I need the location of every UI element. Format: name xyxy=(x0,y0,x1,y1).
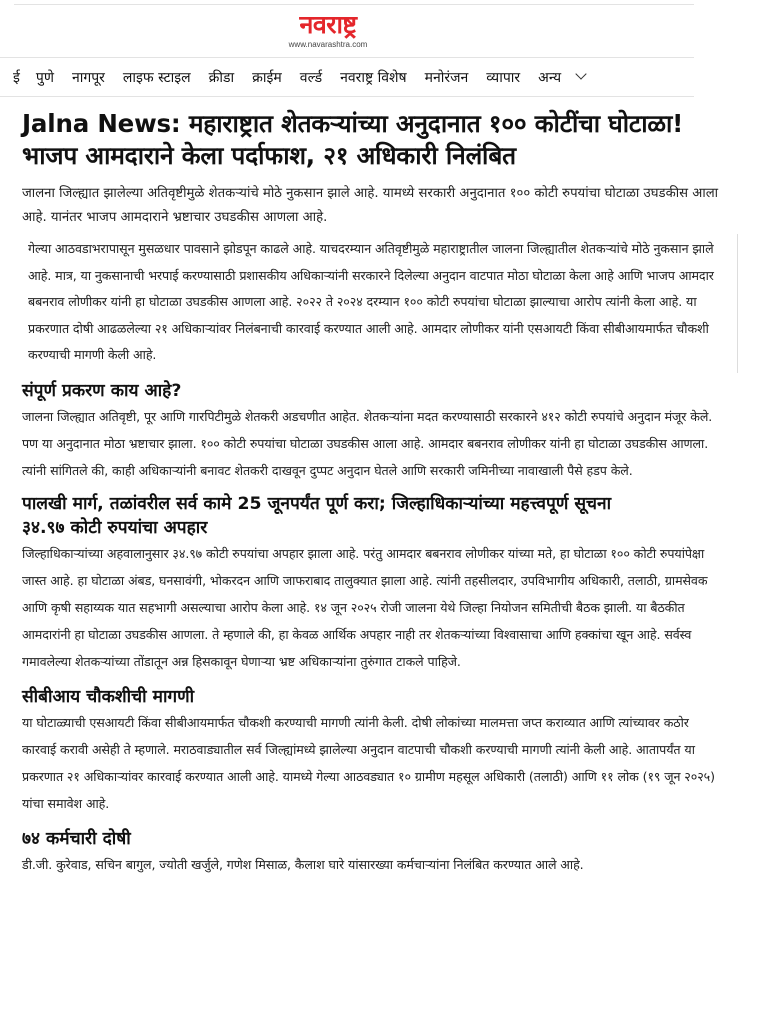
nav-item-pune[interactable]: पुणे xyxy=(35,69,54,86)
nav-item-entertainment[interactable]: मनोरंजन xyxy=(424,69,469,86)
nav-item-world[interactable]: वर्ल्ड xyxy=(299,69,323,86)
article-lead: जालना जिल्ह्यात झालेल्या अतिवृष्टीमुळे शेतकऱ्यांचे मोठे नुकसान झाले आहे. यामध्ये सरकारी अनुदानात १०० कोटी रुपयांचा घोटाळा उघडकीस आला आहे. यानंतर भाजप आमदाराने भ्रष्टाचार उघडकीस आणला आहे. xyxy=(22,186,719,225)
section-heading: ३४.९७ कोटी रुपयांचा अपहार xyxy=(22,517,208,538)
nav-item-crime[interactable]: क्राईम xyxy=(252,69,282,86)
site-logo[interactable] xyxy=(278,10,378,50)
article-title: Jalna News: महाराष्ट्रात शेतकऱ्यांच्या अनुदानात १०० कोटींचा घोटाळा! भाजप आमदाराने केला पर्दाफाश, २१ अधिकारी निलंबित xyxy=(22,109,684,170)
nav-item-lifestyle[interactable]: लाइफ स्टाइल xyxy=(122,69,191,86)
header-divider xyxy=(14,4,694,5)
chevron-down-icon[interactable] xyxy=(575,68,586,79)
nav-item-sports[interactable]: क्रीडा xyxy=(208,69,235,86)
related-article-link[interactable]: पालखी मार्ग, तळांवरील सर्व कामे 25 जूनपर्यंत पूर्ण करा; जिल्हाधिकाऱ्यांच्या महत्त्वपूर्ण सूचना xyxy=(22,493,612,514)
article-intro: गेल्या आठवडाभरापासून मुसळधार पावसाने झोडपून काढले आहे. याचदरम्यान अतिवृष्टीमुळे महाराष्ट्रातील जालना जिल्ह्यातील शेतकऱ्यांचे मोठे नुकसान झाले आहे. मात्र, या नुकसानाची भरपाई करण्यासाठी प्रशासकीय अधिकाऱ्यांनी सरकारने दिलेल्या अनुदान वाटपात मोठा घोटाळा केला आहे आणि भाजप आमदार बबनराव लोणीकर यांनी हा घोटाळा उघडकीस आणला आहे. २०२२ ते २०२४ दरम्यान १०० कोटी रुपयांचा घोटाळा झाल्याचा आरोप त्यांनी केला आहे. या प्रकरणात दोषी आढळलेल्या २१ अधिकाऱ्यांवर निलंबनाची कारवाई करण्यात आली आहे. आमदार लोणीकर यांनी एसआयटी किंवा सीबीआयमार्फत चौकशी करण्याची मागणी केली आहे. xyxy=(28,241,714,362)
main-nav xyxy=(0,57,694,97)
logo-url: www.navarashtra.com xyxy=(288,40,368,49)
section-heading: ७४ कर्मचारी दोषी xyxy=(22,828,131,849)
logo-wordmark: नवराष्ट्र xyxy=(299,10,357,39)
nav-item-other[interactable]: अन्य xyxy=(538,69,562,86)
section-body: जालना जिल्ह्यात अतिवृष्टी, पूर आणि गारपिटीमुळे शेतकरी अडचणीत आहेत. शेतकऱ्यांना मदत करण्यासाठी सरकारने ४१२ कोटी रुपयांचे अनुदान मंजूर केले. पण या अनुदानात मोठा भ्रष्टाचार झाला. १०० कोटी रुपयांचा घोटाळा उघडकीस आला आहे. आमदार बबनराव लोणीकर यांनी हा घोटाळा उघडकीस आणला. त्यांनी सांगितले की, काही अधिकाऱ्यांनी बनावट शेतकरी दाखवून दुप्पट अनुदान घेतले आणि सरकारी जमिनीच्या नावाखाली पैसे हडप केले. xyxy=(22,408,713,478)
section-heading: सीबीआय चौकशीची मागणी xyxy=(22,686,195,707)
nav-item-business[interactable]: व्यापार xyxy=(486,69,521,86)
article xyxy=(22,108,722,878)
section-body: डी.जी. कुरेवाड, सचिन बागुल, ज्योती खर्जुले, गणेश मिसाळ, कैलाश घारे यांसारख्या कर्मचाऱ्यांना निलंबित करण्यात आले आहे. xyxy=(22,856,584,872)
nav-item-e[interactable]: ई xyxy=(13,69,20,86)
nav-item-nagpur[interactable]: नागपूर xyxy=(71,69,105,86)
section-body: या घोटाळ्याची एसआयटी किंवा सीबीआयमार्फत चौकशी करण्याची मागणी त्यांनी केली. दोषी लोकांच्या मालमत्ता जप्त कराव्यात आणि त्यांच्यावर कठोर कारवाई करावी असेही ते म्हणाले. मराठवाड्यातील सर्व जिल्ह्यांमध्ये झालेल्या अनुदान वाटपाची चौकशी करण्याची मागणी त्यांनी केली आहे. आतापर्यंत या प्रकरणात २१ अधिकाऱ्यांवर कारवाई करण्यात आली आहे. यामध्ये गेल्या आठवड्यात १० ग्रामीण महसूल अधिकारी (तलाठी) आणि ११ लोक (१९ जून २०२५) यांचा समावेश आहे. xyxy=(22,714,715,811)
site-header xyxy=(0,0,769,56)
article-intro-box xyxy=(24,234,738,373)
section-heading: संपूर्ण प्रकरण काय आहे? xyxy=(22,380,182,401)
section-body: जिल्हाधिकाऱ्यांच्या अहवालानुसार ३४.९७ कोटी रुपयांचा अपहार झाला आहे. परंतु आमदार बबनराव लोणीकर यांच्या मते, हा घोटाळा १०० कोटी रुपयांपेक्षा जास्त आहे. हा घोटाळा अंबड, घनसावंगी, भोकरदन आणि जाफराबाद तालुक्यात झाला आहे. त्यांनी तहसीलदार, उपविभागीय अधिकारी, तलाठी, ग्रामसेवक आणि कृषी सहाय्यक यात सहभागी असल्याचा आरोप केला आहे. १४ जून २०२५ रोजी जालना येथे जिल्हा नियोजन समितीची बैठक झाली. या बैठकीत आमदारांनी हा घोटाळा उघडकीस आणला. ते म्हणाले की, हा केवळ आर्थिक अपहार नाही तर शेतकऱ्यांच्या विश्वासाचा आणि हक्कांचा खून आहे. सर्वस्व गमावलेल्या शेतकऱ्यांच्या तोंडातून अन्न हिसकावून घेणाऱ्या भ्रष्ट अधिकाऱ्यांना तुरुंगात टाकले पाहिजे. xyxy=(22,545,708,669)
nav-item-navarashtra-special[interactable]: नवराष्ट्र विशेष xyxy=(340,69,407,86)
